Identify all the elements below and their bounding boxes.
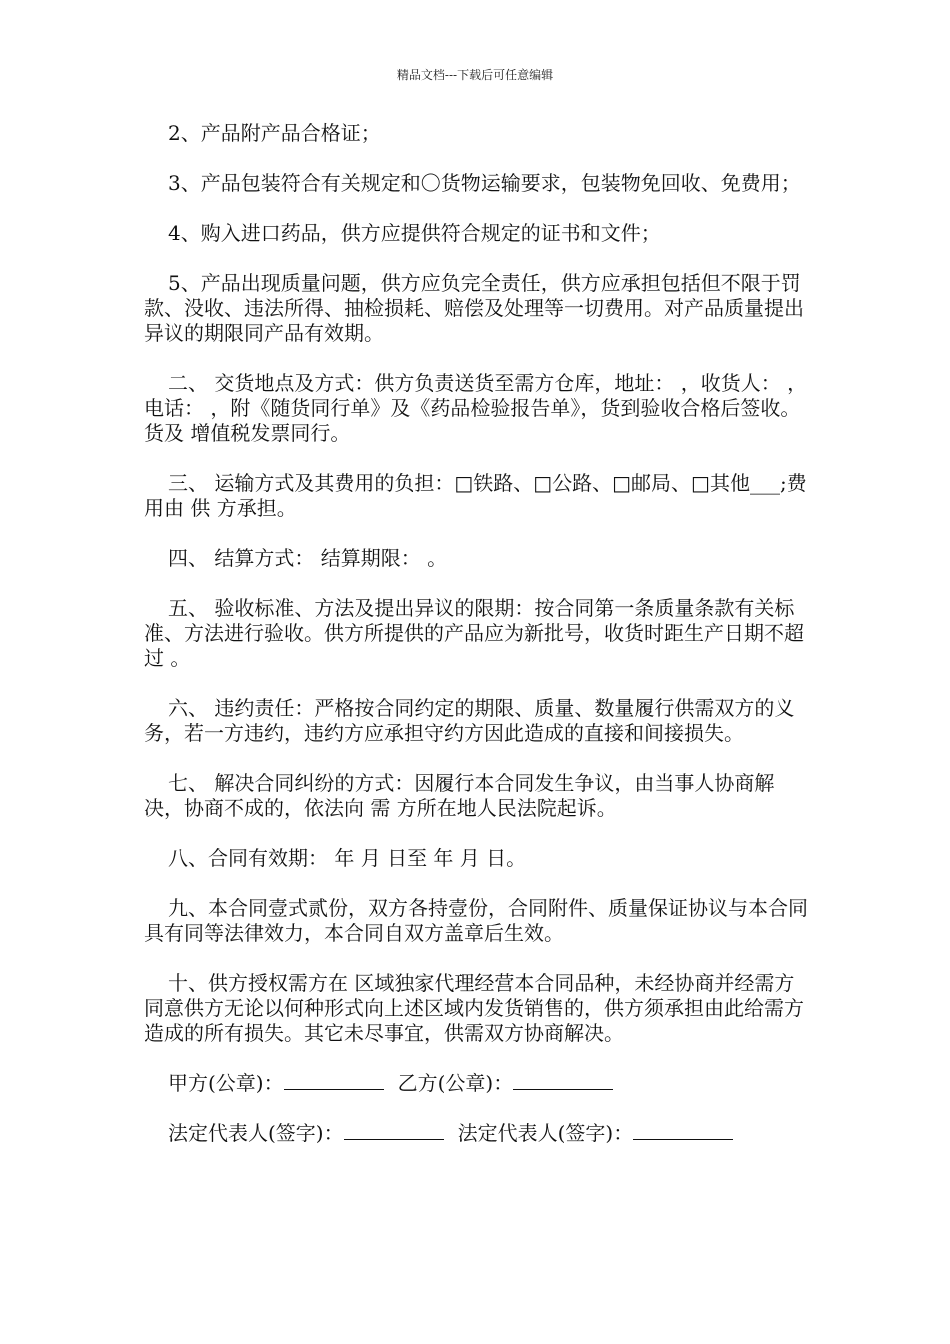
clause-item-3: 3、产品包装符合有关规定和〇货物运输要求，包装物免回收、免费用；: [168, 171, 801, 195]
legal-rep-row: [144, 1121, 808, 1146]
clause-copies: 九、本合同壹式贰份，双方各持壹份，合同附件、质量保证协议与本合同具有同等法律效力，本合同自双方盖章后生效。: [144, 896, 808, 945]
page-header: 精品文档---下载后可任意编辑: [396, 68, 554, 82]
legal-rep-a-blank[interactable]: [344, 1121, 444, 1140]
clause-validity: 八、合同有效期： 年 月 日至 年 月 日。: [168, 846, 527, 870]
document-body: [144, 121, 808, 1171]
legal-rep-b-blank[interactable]: [633, 1121, 733, 1140]
legal-rep-a-label: 法定代表人(签字)：: [168, 1121, 344, 1145]
party-a-seal-blank[interactable]: [284, 1071, 384, 1090]
seal-row: [144, 1071, 808, 1096]
clause-transport: 三、 运输方式及其费用的负担：□铁路、□公路、□邮局、□其他___;费用由 供 方承担。: [144, 471, 807, 520]
clause-delivery: 二、 交货地点及方式：供方负责送货至需方仓库，地址： ，收货人： ，电话： ，附《随货同行单》及《药品检验报告单》，货到验收合格后签收。 货及 增值税发票同行。: [144, 371, 808, 445]
party-a-seal-label: 甲方(公章)：: [168, 1071, 284, 1095]
party-b-seal-label: 乙方(公章)：: [397, 1071, 514, 1095]
clause-liability: 六、 违约责任：严格按合同约定的期限、质量、数量履行供需双方的义务，若一方违约，违约方应承担守约方因此造成的直接和间接损失。: [144, 696, 795, 745]
clause-authorization: 十、供方授权需方在 区域独家代理经营本合同品种，未经协商并经需方同意供方无论以何种形式向上述区域内发货销售的，供方须承担由此给需方造成的所有损失。其它未尽事宜，供需双方协商解决。: [144, 971, 804, 1045]
clause-item-2: 2、产品附产品合格证；: [168, 121, 381, 145]
legal-rep-b-label: 法定代表人(签字)：: [457, 1121, 634, 1145]
clause-item-5: 5、产品出现质量问题，供方应负完全责任，供方应承担包括但不限于罚款、没收、违法所得、抽检损耗、赔偿及处理等一切费用。对产品质量提出异议的期限同产品有效期。: [144, 271, 804, 345]
clause-acceptance: 五、 验收标准、方法及提出异议的限期：按合同第一条质量条款有关标准、方法进行验收。供方所提供的产品应为新批号，收货时距生产日期不超过 。: [144, 596, 804, 670]
clause-dispute: 七、 解决合同纠纷的方式：因履行本合同发生争议，由当事人协商解决，协商不成的，依法向 需 方所在地人民法院起诉。: [144, 771, 775, 820]
clause-settlement: 四、 结算方式： 结算期限： 。: [168, 546, 448, 570]
clause-item-4: 4、购入进口药品，供方应提供符合规定的证书和文件；: [168, 221, 661, 245]
party-b-seal-blank[interactable]: [513, 1071, 613, 1090]
